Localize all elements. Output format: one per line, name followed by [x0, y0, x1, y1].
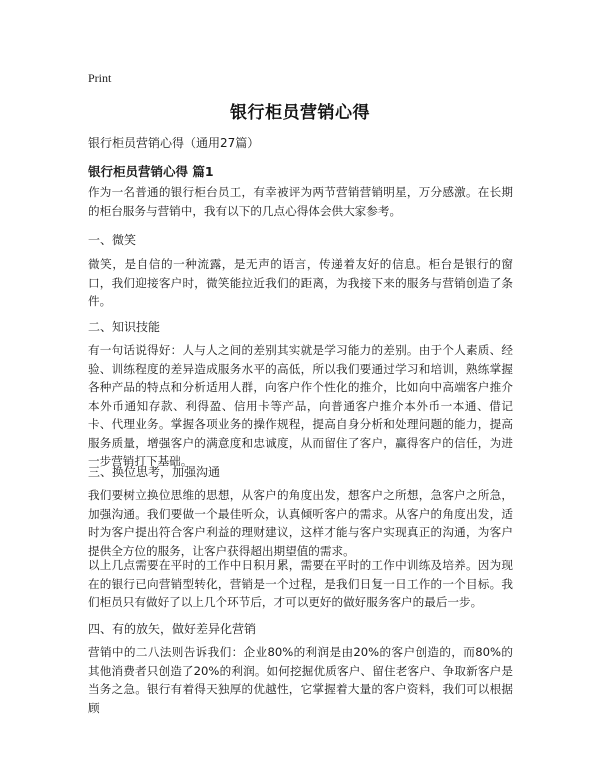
- paragraph-summary: 以上几点需要在平时的工作中日积月累，需要在平时的工作中训练及培养。因为现在的银行已向营销型转化，营销是一个过程，是我们日复一日工作的一个目标。我们柜员只有做好了以上几个环节后，才可以更好的做好服务客户的最后一步。: [88, 558, 513, 609]
- section-heading-targeted-marketing: 四、有的放矢，做好差异化营销: [88, 622, 257, 636]
- paragraph-communication: 我们要树立换位思维的思想，从客户的角度出发，想客户之所想，急客户之所急，加强沟通。我们要做一个最佳听众，认真倾听客户的需求。从客户的角度出发，适时为客户提出符合客户利益的理财建议，这样才能与客户实现真正的沟通，为客户提供全方位的服务，让客户获得超出期望值的需求。: [88, 488, 513, 558]
- intro-paragraph: 作为一名普通的银行柜台员工，有幸被评为两节营销营销明星，万分感激。在长期的柜台服务与营销中，我有以下的几点心得体会供大家参考。: [88, 185, 513, 218]
- section-heading-skills: 二、知识技能: [88, 320, 161, 334]
- section-heading-smile: 一、微笑: [88, 233, 137, 247]
- document-subtitle: 银行柜员营销心得（通用27篇）: [88, 136, 260, 150]
- paragraph-targeted-marketing: 营销中的二八法则告诉我们：企业80%的利润是由20%的客户创造的，而80%的其他消费者只创造了20%的利润。如何挖掘优质客户、留住老客户、争取新客户是当务之急。银行有着得天独厚的优越性，它掌握着大量的客户资料，我们可以根据顾: [88, 645, 513, 715]
- article-heading: 银行柜员营销心得 篇1: [88, 164, 214, 179]
- paragraph-smile: 微笑，是自信的一种流露，是无声的语言，传递着友好的信息。柜台是银行的窗口，我们迎接客户时，微笑能拉近我们的距离，为我接下来的服务与营销创造了条件。: [88, 257, 513, 308]
- document-title: 银行柜员营销心得: [230, 103, 370, 123]
- paragraph-skills: 有一句话说得好：人与人之间的差别其实就是学习能力的差别。由于个人素质、经验、训练程度的差异造成服务水平的高低，所以我们要通过学习和培训，熟练掌握各种产品的特点和分析适用人群，向客户作个性化的推介，比如向中高端客户推介本外币通知存款、利得盈、信用卡等产品，向普通客户推介本外币一本通、借记卡、代理业务。掌握各项业务的操作规程，提高自身分析和处理问题的能力，提高服务质量，增强客户的满意度和忠诚度，从而留住了客户，赢得客户的信任，为进一步营销打下基础。: [88, 343, 513, 468]
- print-link[interactable]: Print: [88, 71, 112, 85]
- section-heading-communication: 三、换位思考，加强沟通: [88, 465, 221, 479]
